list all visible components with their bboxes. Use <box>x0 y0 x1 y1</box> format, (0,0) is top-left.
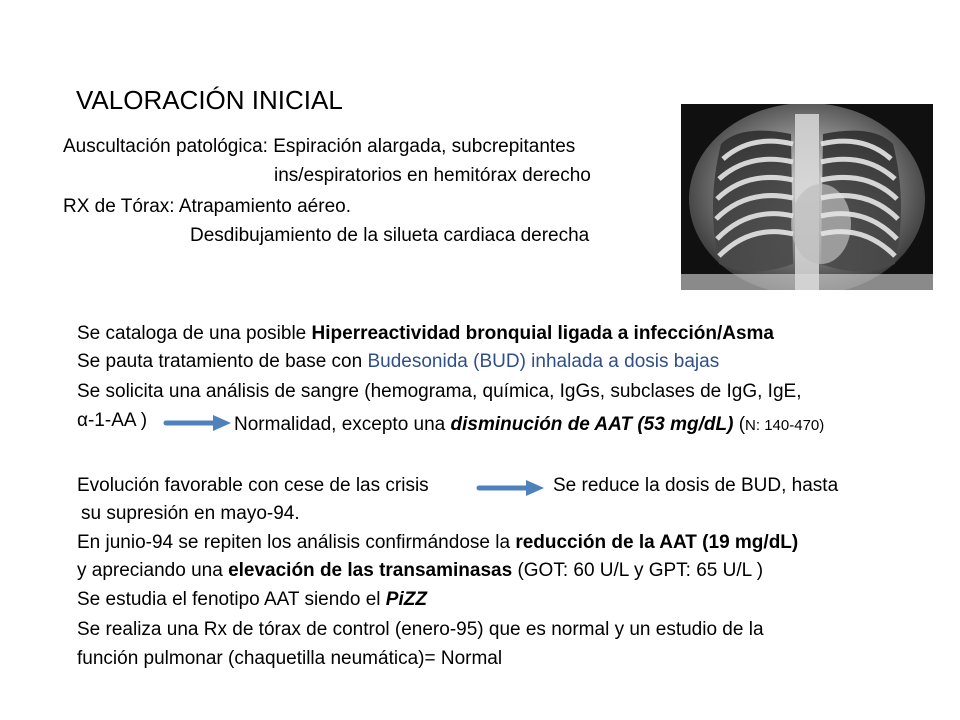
body-line-4: α-1-AA ) <box>77 410 148 431</box>
exam-line-4: Desdibujamiento de la silueta cardiaca derecha <box>190 225 590 246</box>
arrow-right-icon <box>163 412 235 432</box>
result-emphasis: disminución de AAT (53 mg/dL) <box>450 414 734 435</box>
chest-xray-image <box>681 104 933 290</box>
june-line <box>77 531 798 555</box>
body-line-2 <box>77 350 719 374</box>
body-line-1 <box>77 322 774 346</box>
slide-title: VALORACIÓN INICIAL <box>76 85 343 115</box>
body-line-2-text: Se pauta tratamiento de base con <box>77 351 368 372</box>
result-normal-range: N: 140-470) <box>745 417 825 434</box>
rx-line-2: función pulmonar (chaquetilla neumática)= Normal <box>77 648 503 669</box>
exam-line-2: ins/espiratorios en hemitórax derecho <box>274 165 591 186</box>
transaminases-values: (GOT: 60 U/L y GPT: 65 U/L ) <box>512 560 764 581</box>
arrow-right-icon <box>476 477 548 497</box>
treatment-blue: Budesonida (BUD) inhalada a dosis bajas <box>367 351 720 372</box>
transaminases-line <box>77 559 763 583</box>
phenotype-value: PiZZ <box>385 589 427 610</box>
result-line <box>234 413 824 438</box>
evolution-result: Se reduce la dosis de BUD, hasta <box>553 475 839 496</box>
body-line-3: Se solicita una análisis de sangre (hemograma, química, IgGs, subclases de IgG, IgE, <box>77 381 802 402</box>
exam-line-1: Auscultación patológica: Espiración alargada, subcrepitantes <box>63 136 576 157</box>
june-text: En junio-94 se repiten los análisis confirmándose la <box>77 532 516 553</box>
evolution-continued: su supresión en mayo-94. <box>81 503 300 524</box>
transaminases-bold: elevación de las transaminasas <box>228 560 513 581</box>
result-text: Normalidad, excepto una <box>234 414 451 435</box>
result-paren: ( <box>733 414 746 435</box>
transaminases-text: y apreciando una <box>77 560 229 581</box>
body-line-1-text: Se cataloga de una posible <box>77 323 312 344</box>
exam-line-3: RX de Tórax: Atrapamiento aéreo. <box>63 196 351 217</box>
evolution-text: Evolución favorable con cese de las crisis <box>77 475 429 496</box>
diagnosis-bold: Hiperreactividad bronquial ligada a infección/Asma <box>311 323 774 344</box>
rx-line-1: Se realiza una Rx de tórax de control (enero-95) que es normal y un estudio de la <box>77 619 764 640</box>
phenotype-line <box>77 588 427 612</box>
june-bold: reducción de la AAT (19 mg/dL) <box>515 532 799 553</box>
phenotype-text: Se estudia el fenotipo AAT siendo el <box>77 589 386 610</box>
